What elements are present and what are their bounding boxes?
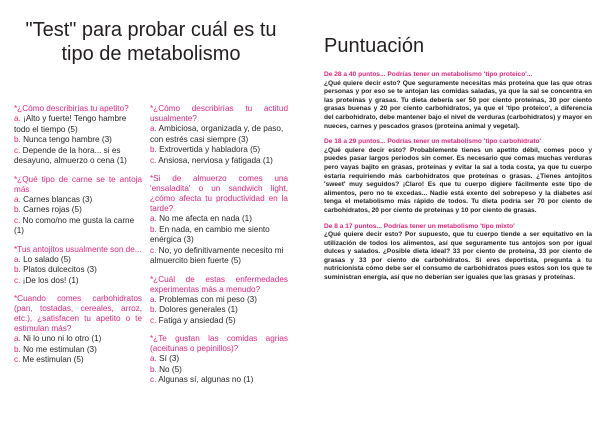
- answer-option: [14, 265, 142, 276]
- answer-option: [14, 255, 142, 266]
- option-text: Fatiga y ansiedad (5): [156, 315, 236, 325]
- answer-option: [150, 316, 288, 327]
- question-text: *Si de almuerzo comes una 'ensaladita' o un sandwich light, ¿cómo afecta tu productividad en la tarde?: [150, 174, 288, 213]
- question-block: [150, 174, 288, 267]
- option-letter: b.: [14, 135, 21, 144]
- option-text: Me estimulan (5): [20, 355, 84, 364]
- option-letter: a.: [14, 334, 21, 343]
- result-block: [324, 138, 592, 215]
- question-text: *Cuando comes carbohidratos (pan, tostadas, cereales, arroz, etc.), ¿satisfacen tu apetito o te estimulan más?: [14, 294, 142, 333]
- answer-option: [14, 195, 142, 206]
- option-text: Carnes rojas (5): [20, 205, 82, 214]
- option-text: Ni lo uno ni lo otro (1): [20, 334, 102, 343]
- option-letter: c.: [14, 355, 21, 364]
- score-results: [324, 71, 592, 290]
- answer-option: [14, 345, 142, 356]
- option-letter: a.: [14, 194, 21, 204]
- option-text: No (5): [156, 364, 182, 374]
- answer-option: [150, 295, 288, 306]
- option-letter: a.: [150, 124, 157, 133]
- option-letter: b.: [150, 305, 157, 314]
- result-block: [324, 71, 592, 131]
- option-text: Problemas con mi peso (3): [156, 294, 257, 304]
- question-text: *¿Cómo describirías tu apetito?: [14, 104, 129, 113]
- answer-option: [150, 305, 288, 316]
- question-text: *¿Cuál de estas enfermedades experimentas más a menudo?: [150, 274, 288, 294]
- option-letter: c.: [150, 155, 157, 165]
- option-text: No, yo definitivamente necesito mi almuercito bien fuerte (5): [150, 245, 284, 265]
- question-block: [14, 104, 142, 167]
- option-text: No como/no me gusta la carne (1): [14, 215, 135, 235]
- answer-option: [150, 246, 288, 267]
- question-text: *¿Te gustan las comidas agrias (aceitunas o pepinillos)?: [150, 334, 288, 353]
- question-block: [150, 334, 288, 386]
- option-text: Lo salado (5): [20, 254, 71, 264]
- result-heading: De 8 a 17 puntos... Podrías tener un metabolismo 'tipo mixto': [324, 222, 515, 230]
- answer-option: [150, 375, 288, 386]
- answer-option: [14, 135, 142, 146]
- result-heading: De 18 a 29 puntos... Podrías tener un metabolismo 'tipo carbohidrato': [324, 138, 542, 146]
- answer-option: [150, 354, 288, 365]
- option-letter: b.: [14, 344, 21, 354]
- answer-option: [150, 225, 288, 246]
- option-letter: b.: [14, 205, 21, 214]
- result-heading: De 28 a 40 puntos... Podrías tener un metabolismo 'tipo proteico'...: [324, 71, 533, 78]
- option-letter: b.: [14, 265, 21, 274]
- answer-option: [14, 276, 142, 287]
- answer-option: [14, 114, 142, 135]
- questions-column-1: [14, 104, 142, 374]
- answer-option: [150, 124, 288, 145]
- option-text: Ambiciosa, organizada y, de paso, con estrés casi siempre (3): [150, 124, 284, 144]
- option-text: No me estimulan (3): [20, 344, 97, 354]
- option-letter: a.: [150, 214, 157, 223]
- question-block: [150, 275, 288, 327]
- question-block: [14, 245, 142, 287]
- option-letter: c.: [150, 375, 157, 384]
- option-letter: c.: [14, 215, 21, 225]
- option-text: Dolores generales (1): [156, 305, 238, 314]
- answer-option: [150, 365, 288, 376]
- answer-option: [14, 334, 142, 345]
- answer-option: [14, 205, 142, 216]
- answer-option: [14, 355, 142, 366]
- option-text: Platos dulcecitos (3): [20, 265, 97, 274]
- result-body: ¿Qué quiere decir esto? Probablemente tienes un apetito débil, comes poco y puedes pasar largos periodos sin comer. Es necesario que comas muchas verduras pero vayas bajito en grasas, proteínas y evitar la sal a toda costa, ya que tu cuerpo estaría requiriendo más carbohidratos que proteínas o grasas. ¿Tienes antojitos 'sweet' muy seguidos? ¡Claro! Es que tu cuerpo digiere fácilmente este tipo de alimentos, pero no te excedas... Nadie está exento del sobrepeso y la diabetes así tenga el metabolismo más rápido de todos. Tu dieta podría ser 70 por ciento de carbohidratos, 20 por ciento de proteínas y 10 por ciento de grasas.: [324, 146, 592, 214]
- result-body: ¿Qué quiere decir esto? Por supuesto, que tu cuerpo tiende a ser equitativo en la utilización de todos los alimentos, así que seguramente tus antojos son por igual dulces y salados. ¿Posible dieta ideal? 33 por ciento de proteína, 33 por ciento de grasas y 33 por ciento de carbohidratos. Si eres deportista, pregunta a tu nutricionista cómo debe ser el consumo de carbohidratos pues estos son los que te suministran energía, así que no deberían ser iguales que las grasas y proteínas.: [324, 231, 592, 282]
- question-text: *¿Qué tipo de carne se te antoja más: [14, 174, 142, 194]
- option-text: Extrovertida y habladora (5): [156, 145, 261, 154]
- option-text: ¡Alto y fuerte! Tengo hambre todo el tiempo (5): [14, 114, 127, 134]
- option-text: Carnes blancas (3): [20, 194, 93, 204]
- question-text: *¿Cómo describirías tu actitud usualmente?: [150, 104, 288, 123]
- option-letter: c.: [150, 245, 157, 255]
- answer-option: [150, 145, 288, 156]
- score-title: Puntuación: [324, 35, 425, 57]
- question-block: [14, 175, 142, 237]
- question-block: [14, 294, 142, 366]
- answer-option: [14, 216, 142, 237]
- option-text: Nunca tengo hambre (3): [20, 135, 112, 144]
- question-block: [150, 104, 288, 166]
- option-letter: b.: [150, 145, 157, 154]
- option-text: En nada, en cambio me siento enérgica (3): [150, 224, 270, 244]
- option-text: Algunas sí, algunas no (1): [156, 375, 254, 384]
- question-text: *Tus antojitos usualmente son de...: [14, 244, 142, 254]
- option-text: ¡De los dos! (1): [20, 275, 79, 285]
- option-text: Ansiosa, nerviosa y fatigada (1): [156, 155, 273, 165]
- option-letter: a.: [150, 294, 157, 304]
- questions-column-2: [150, 104, 288, 394]
- option-text: Depende de la hora... si es desayuno, almuerzo o cena (1): [14, 145, 127, 165]
- option-letter: c.: [150, 315, 157, 325]
- option-letter: c.: [14, 275, 21, 285]
- option-letter: a.: [14, 254, 21, 264]
- option-text: No me afecta en nada (1): [156, 214, 252, 223]
- option-letter: b.: [150, 224, 157, 234]
- option-letter: b.: [150, 364, 157, 374]
- option-letter: a.: [14, 114, 21, 123]
- option-letter: a.: [150, 354, 157, 363]
- option-letter: c.: [14, 145, 21, 155]
- option-text: Sí (3): [156, 354, 180, 363]
- answer-option: [150, 214, 288, 225]
- answer-option: [14, 146, 142, 167]
- right-page: [300, 0, 600, 424]
- result-body: ¿Qué quiere decir esto? Que seguramente necesitas más proteína que las que otras personas y por eso se te antojan las comidas saladas, ya que la sal se concentra en las proteínas y grasas. Tu dieta debería ser 50 por ciento proteínas, 30 por ciento grasas buenas y 20 por ciento carbohidratos, ya que el 'tipo proteico', a diferencia del carbohidrato, debe mantener bajo el nivel de verduras (carbohidratos) y mayor en nueces, carnes y pescados grasos (proteína animal y vegetal).: [324, 79, 592, 130]
- answer-option: [150, 156, 288, 167]
- result-block: [324, 223, 592, 283]
- test-title: "Test" para probar cuál es tu tipo de metabolismo: [25, 19, 277, 65]
